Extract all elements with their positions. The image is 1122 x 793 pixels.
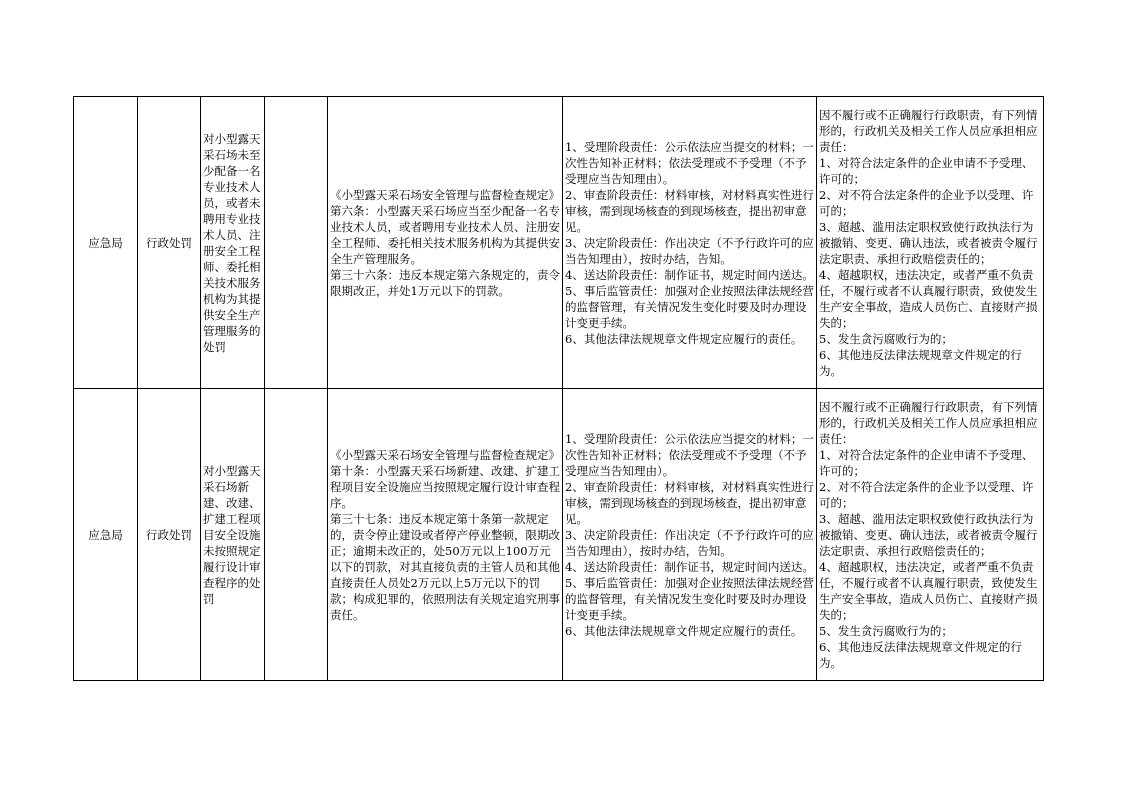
item-cell: 对小型露天采石场未至少配备一名专业技术人员，或者未聘用专业技术人员、注册安全工程师、委托相关技术服务机构为其提供安全生产管理服务的处罚 [201, 97, 265, 389]
duties-cell: 1、受理阶段责任：公示依法应当提交的材料；一次性告知补正材料；依法受理或不予受理（不予受理应当告知理由）。 2、审查阶段责任：材料审核，对材料真实性进行审核，需到现场核查的到现场核查，提出初审意见。 3、决定阶段责任：作出决定（不予行政许可的应当告知理由），按时办结，告知。 4、送达阶段责任：制作证书，规定时间内送达。 5、事后监管责任：加强对企业按照法律法规经营的监督管理，有关情况发生变化时要及时办理设计变更手续。 6、其他法律法规规章文件规定应履行的责任。 [563, 389, 817, 681]
legal-basis-cell: 《小型露天采石场安全管理与监督检查规定》第六条：小型露天采石场应当至少配备一名专业技术人员，或者聘用专业技术人员、注册安全工程师、委托相关技术服务机构为其提供安全生产管理服务。 第三十六条：违反本规定第六条规定的，责令限期改正，并处1万元以下的罚款。 [328, 97, 563, 389]
accountability-cell: 因不履行或不正确履行行政职责，有下列情形的，行政机关及相关工作人员应承担相应责任： 1、对符合法定条件的企业申请不予受理、许可的； 2、对不符合法定条件的企业予以受理、许可的； 3、超越、滥用法定职权致使行政执法行为被撤销、变更、确认违法，或者被责令履行法定职责、承担行政赔偿责任的； 4、超越职权，违法决定，或者严重不负责任，不履行或者不认真履行职责，致使发生生产安全事故，造成人员伤亡、直接财产损失的； 5、发生贪污腐败行为的； 6、其他违反法律法规规章文件规定的行为。 [817, 389, 1044, 681]
code-cell [265, 389, 328, 681]
item-cell: 对小型露天采石场新建、改建、扩建工程项目安全设施未按照规定履行设计审查程序的处罚 [201, 389, 265, 681]
accountability-cell: 因不履行或不正确履行行政职责，有下列情形的，行政机关及相关工作人员应承担相应责任： 1、对符合法定条件的企业申请不予受理、许可的； 2、对不符合法定条件的企业予以受理、许可的； 3、超越、滥用法定职权致使行政执法行为被撤销、变更、确认违法，或者被责令履行法定职责、承担行政赔偿责任的； 4、超越职权，违法决定，或者严重不负责任，不履行或者不认真履行职责，致使发生生产安全事故，造成人员伤亡、直接财产损失的； 5、发生贪污腐败行为的； 6、其他违反法律法规规章文件规定的行为。 [817, 97, 1044, 389]
table-row [74, 389, 1044, 681]
duties-cell: 1、受理阶段责任：公示依法应当提交的材料；一次性告知补正材料；依法受理或不予受理（不予受理应当告知理由）。 2、审查阶段责任：材料审核，对材料真实性进行审核，需到现场核查的到现场核查，提出初审意见。 3、决定阶段责任：作出决定（不予行政许可的应当告知理由），按时办结，告知。 4、送达阶段责任：制作证书，规定时间内送达。 5、事后监管责任：加强对企业按照法律法规经营的监督管理，有关情况发生变化时要及时办理设计变更手续。 6、其他法律法规规章文件规定应履行的责任。 [563, 97, 817, 389]
department-cell: 应急局 [74, 389, 138, 681]
department-cell: 应急局 [74, 97, 138, 389]
legal-basis-cell: 《小型露天采石场安全管理与监督检查规定》第十条：小型露天采石场新建、改建、扩建工程项目安全设施应当按照规定履行设计审查程序。 第三十七条：违反本规定第十条第一款规定的，责令停止建设或者停产停业整顿，限期改正；逾期未改正的，处50万元以上100万元以下的罚款，对其直接负责的主管人员和其他直接责任人员处2万元以上5万元以下的罚款；构成犯罪的，依照刑法有关规定追究刑事责任。 [328, 389, 563, 681]
category-cell: 行政处罚 [138, 389, 201, 681]
category-cell: 行政处罚 [138, 97, 201, 389]
code-cell [265, 97, 328, 389]
table-row [74, 97, 1044, 389]
power-list-table [73, 96, 1044, 681]
